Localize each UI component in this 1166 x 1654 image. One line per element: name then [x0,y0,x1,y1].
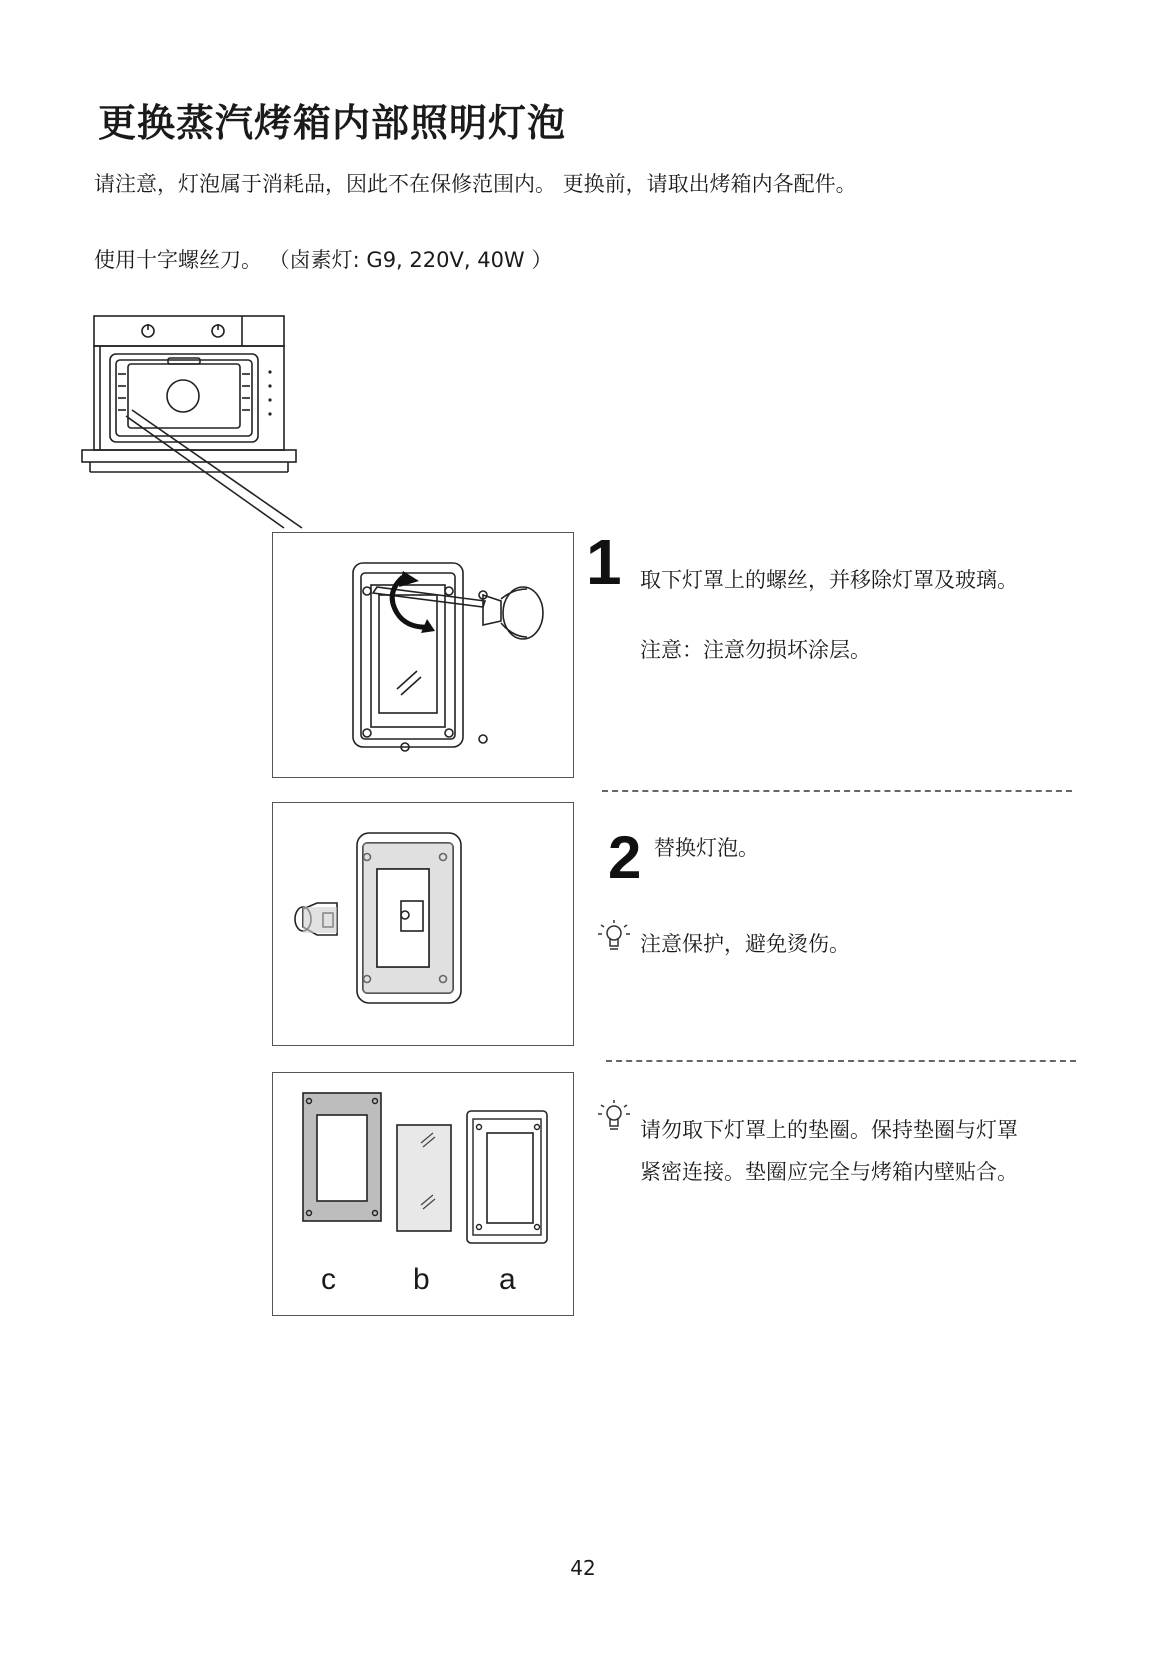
part-label-b: b [413,1263,430,1296]
gasket-tip-line2: 紧密连接。垫圈应完全与烤箱内壁贴合。 [640,1160,1018,1184]
step2-tip: 注意保护，避免烫伤。 [640,932,850,956]
divider [606,1060,1076,1062]
lightbulb-icon [596,1098,632,1136]
parts-illustration [272,1072,574,1316]
oven-illustration [80,310,600,550]
step1-number: 1 [586,526,622,598]
step1-illustration [272,532,574,778]
step2-illustration [272,802,574,1046]
lightbulb-icon [596,918,632,956]
step1-text: 取下灯罩上的螺丝，并移除灯罩及玻璃。 [640,568,1018,592]
tool-note: 使用十字螺丝刀。 （卤素灯: G9, 220V, 40W ） [94,248,553,272]
step2-text: 替换灯泡。 [654,836,759,860]
page-number: 42 [570,1556,596,1580]
intro-text: 请注意，灯泡属于消耗品，因此不在保修范围内。 更换前，请取出烤箱内各配件。 [94,172,857,196]
step2-number: 2 [608,824,642,891]
divider [602,790,1072,792]
part-label-c: c [321,1263,336,1296]
step1-note: 注意：注意勿损坏涂层。 [640,638,871,662]
page-title: 更换蒸汽烤箱内部照明灯泡 [98,101,567,145]
part-label-a: a [499,1263,516,1296]
gasket-tip-line1: 请勿取下灯罩上的垫圈。保持垫圈与灯罩 [640,1118,1018,1142]
